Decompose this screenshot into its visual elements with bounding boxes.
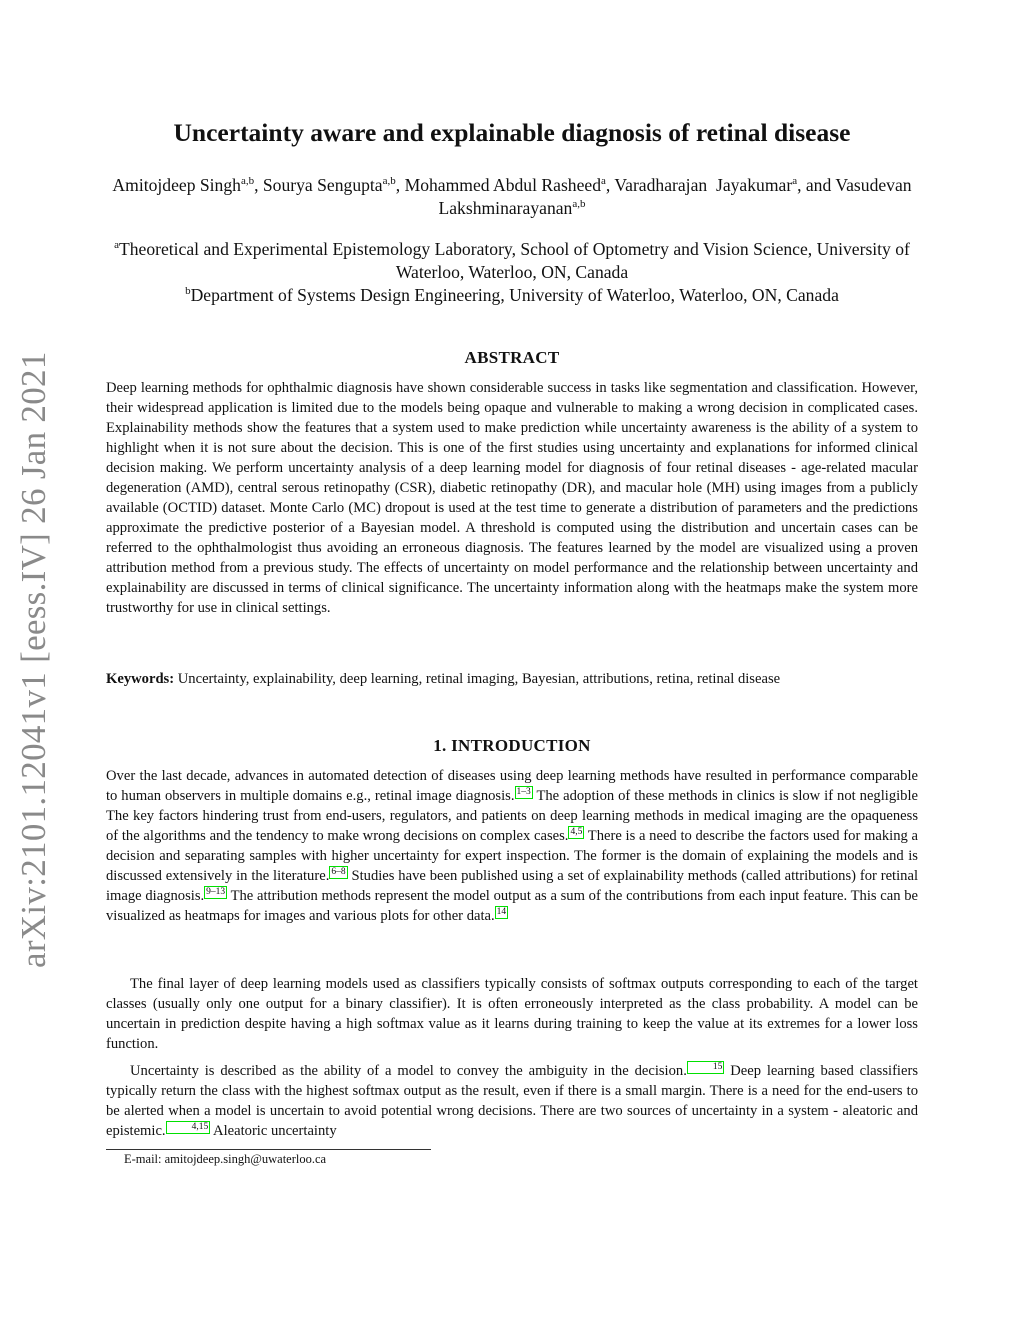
intro-paragraph-1 xyxy=(106,766,918,926)
paper-title: Uncertainty aware and explainable diagnosis of retinal disease xyxy=(173,118,851,147)
author-name: Vasudevan Lakshminarayanan xyxy=(438,175,912,218)
citation-link: 9–13 xyxy=(206,887,226,897)
footnote-rule xyxy=(106,1149,431,1150)
abstract-text: Deep learning methods for ophthalmic diagnosis have shown considerable success in tasks like segmentation and classification. However, their widespread application is limited due to the models being opaque and vulnerable to making a wrong decision in complicated cases. Explainability methods show the features that a system used to make prediction while uncertainty awareness is the ability of a system to highlight when it is not sure about the decision. This is one of the first studies using uncertainty and explanations for informed clinical decision making. We perform uncertainty analysis of a deep learning model for diagnosis of four retinal diseases - age-related macular degeneration (AMD), central serous retinopathy (CSR), diabetic retinopathy (DR), and macular hole (MH) using images from a publicly available (OCTID) dataset. Monte Carlo (MC) dropout is used at the test time to generate a distribution of parameters and the predictions approximate the predictive posterior of a Bayesian model. A threshold is computed using the distribution and uncertain cases can be referred to the ophthalmologist thus avoiding an erroneous diagnosis. The features learned by the model are visualized using a proven attribution method from a previous study. The effects of uncertainty on model performance and the relationship between uncertainty and explainability are discussed in terms of clinical significance. The uncertainty information along with the heatmaps make the system more trustworthy for use in clinical settings. xyxy=(106,380,918,616)
keywords xyxy=(106,669,918,689)
author-name: Sourya Sengupta xyxy=(262,175,383,195)
citation-link: 14 xyxy=(496,907,507,917)
citation-link: 15 xyxy=(687,1061,725,1074)
intro-paragraph-3 xyxy=(106,1061,918,1141)
intro-text: Studies have been published using a set of explainability methods (called attributions) for retinal image diagnosis. xyxy=(106,868,918,904)
author-affiliation-mark: a xyxy=(601,175,606,188)
intro-text: Aleatoric uncertainty xyxy=(210,1123,337,1139)
affiliation-text: Department of Systems Design Engineering, University of Waterloo, Waterloo, ON, Canada xyxy=(190,285,839,305)
intro-paragraph-2 xyxy=(106,974,918,1054)
author-name: Mohammed Abdul Rasheed xyxy=(404,175,601,195)
affiliation xyxy=(106,238,918,284)
affiliation xyxy=(106,284,918,307)
intro-text: Over the last decade, advances in automated detection of diseases using deep learning methods have resulted in performance comparable to human observers in multiple domains e.g., retinal image diagnosis. xyxy=(106,768,918,804)
intro-text: There is a need to describe the factors used for making a decision and separating samples with higher uncertainty for expert inspection. The former is the domain of explaining the models and is discussed extensively in the literature. xyxy=(106,828,918,884)
author-affiliation-mark: a xyxy=(792,175,798,188)
intro-text: The attribution methods represent the model output as a sum of the contributions from each input feature. This can be visualized as heatmaps for images and various plots for other data. xyxy=(106,888,918,924)
footnote-email: E-mail: amitojdeep.singh@uwaterloo.ca xyxy=(124,1152,327,1166)
affiliation-text: Theoretical and Experimental Epistemology Laboratory, School of Optometry and Vision Science, University of Waterloo, Waterloo, ON, Canada xyxy=(118,239,910,282)
author-name: Amitojdeep Singh xyxy=(112,175,241,195)
author-affiliation-mark: a,b xyxy=(382,175,396,188)
abstract-heading: ABSTRACT xyxy=(464,348,560,367)
intro-text: The final layer of deep learning models used as classifiers typically consists of softmax outputs corresponding to each of the target classes (usually only one output for a binary classifier). It is often erroneously interpreted as the class probability. A model can be uncertain in prediction despite having a high softmax value as it learns during training to keep the value at its extremes for a lower loss function. xyxy=(106,976,918,1052)
author-affiliation-mark: a,b xyxy=(572,198,586,211)
introduction-heading: 1. INTRODUCTION xyxy=(433,736,591,755)
citation-link: 6–8 xyxy=(331,867,346,877)
arxiv-identifier: arXiv:2101.12041v1 [eess.IV] 26 Jan 2021 xyxy=(14,351,53,968)
author-affiliation-mark: a,b xyxy=(240,175,255,188)
citation-link: 1–3 xyxy=(516,787,531,797)
author-list: Amitojdeep Singh$^{a,b}$, Sourya Sengupta$^{a,b}$, Mohammed Abdul Rasheed$^a$, Varadharajan Jayakumar$^a$, and Vasudevan Lakshminarayanan$^{a,b}$ xyxy=(112,175,912,218)
keywords-text: Uncertainty, explainability, deep learning, retinal imaging, Bayesian, attributions, retina, retinal disease xyxy=(177,671,781,687)
author-name: Varadharajan Jayakumar xyxy=(614,175,793,195)
keywords-label: Keywords: xyxy=(106,671,175,687)
intro-text: The adoption of these methods in clinics is slow if not negligible The key factors hindering trust from end-users, regulators, and patients on deep learning methods in medical imaging are the opaqueness of the algorithms and the tendency to make wrong decisions on complex cases. xyxy=(106,788,919,844)
affiliation-mark: a xyxy=(114,239,119,252)
affiliation-list xyxy=(106,238,918,307)
citation-link: 4,5 xyxy=(570,827,583,837)
intro-text: Deep learning based classifiers typically return the class with the highest softmax output as the result, even if there is a small margin. There is a need for the end-users to be alerted when a model is uncertain to avoid potential wrong decisions. There are two sources of uncertainty in a system - aleatoric and epistemic. xyxy=(106,1063,919,1139)
affiliation-mark: b xyxy=(185,285,191,298)
citation-link: 4,15 xyxy=(166,1121,211,1134)
intro-text: Uncertainty is described as the ability of a model to convey the ambiguity in the decision. xyxy=(130,1063,687,1079)
